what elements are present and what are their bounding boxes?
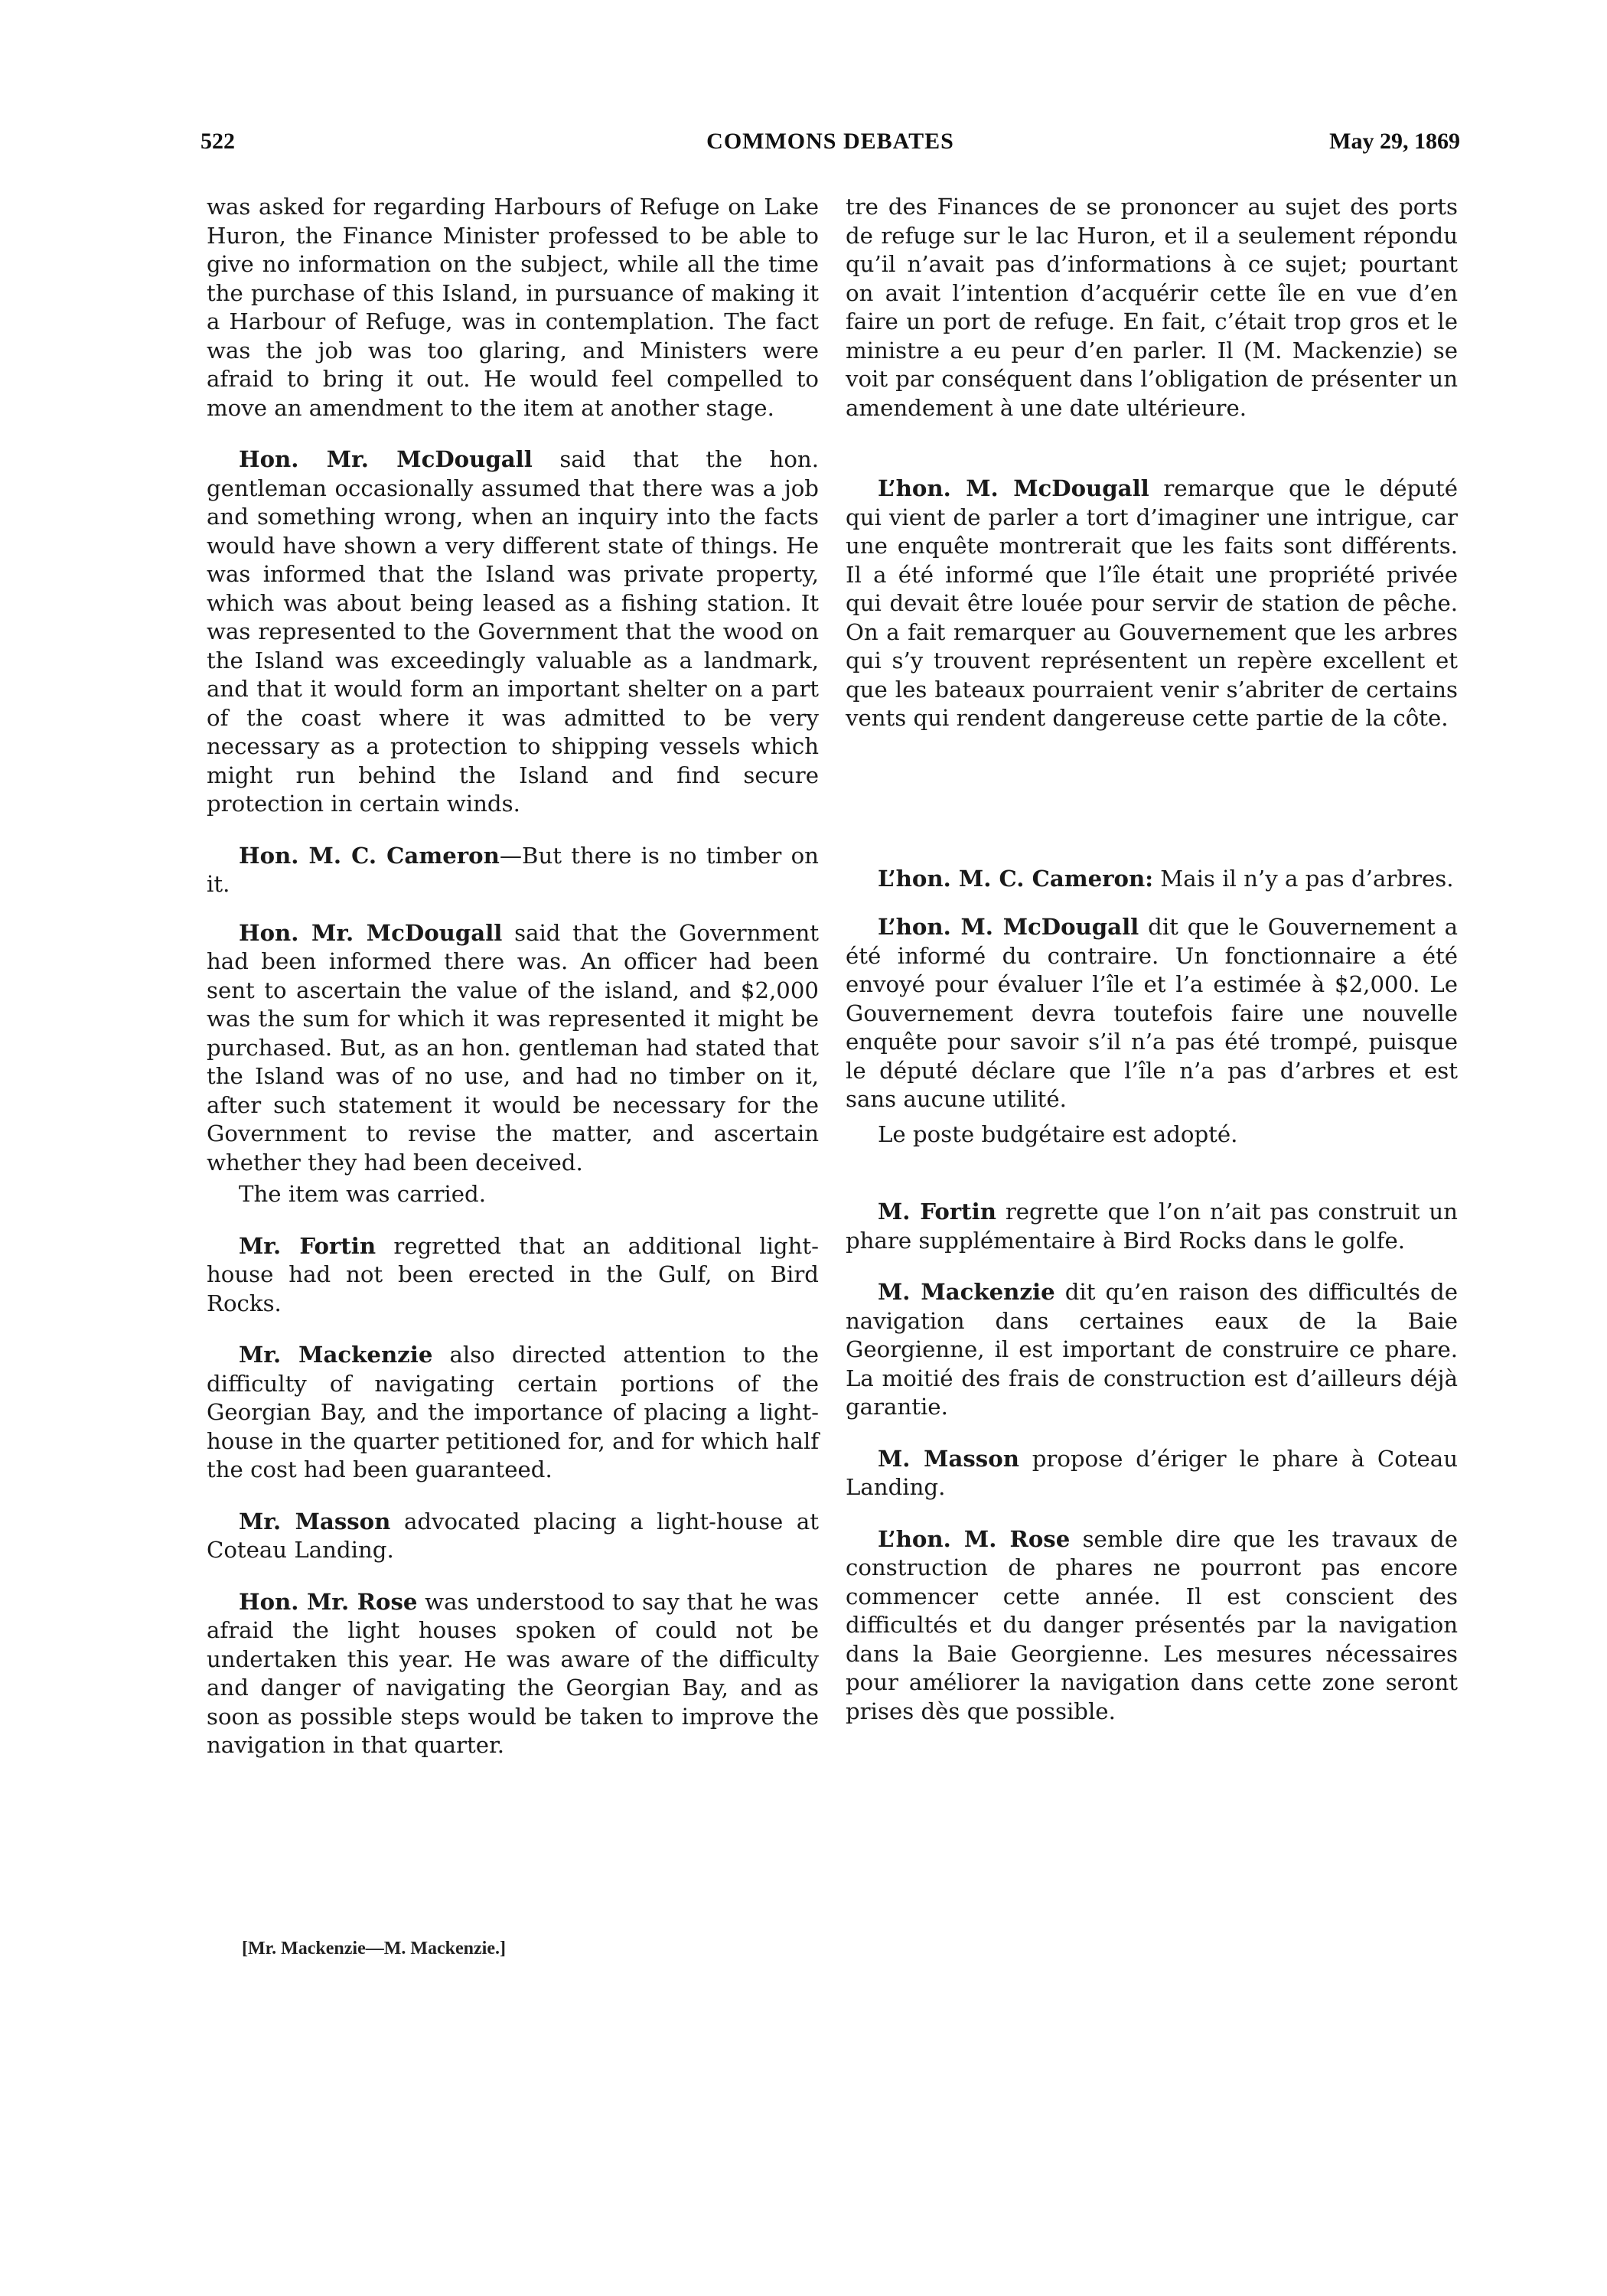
english-column <box>207 193 819 2030</box>
paragraph-text: was asked for regarding Harbours of Refuge on Lake Huron, the Finance Minister professed to be able to give no information on the subject, while all the time the purchase of this Island, in pursuance of making it a Harbour of Refuge, was in contemplation. The fact was the job was too glaring, and Ministers were afraid to bring it out. He would feel compelled to move an amendment to the item at another stage. <box>207 194 819 421</box>
speaker-name: Mr. Masson <box>239 1508 391 1534</box>
paragraph-text: semble dire que les travaux de construction de phares ne pourront pas encore commencer cette année. Il est conscient des difficultés et du danger présentés par la navigation dans la Baie Georgienne. Les mesures nécessaires pour améliorer la navigation dans cette zone seront prises dès que possible. <box>846 1525 1458 1724</box>
footnote: [Mr. Mackenzie—M. Mackenzie.] <box>242 1939 506 1958</box>
paragraph <box>846 475 1458 733</box>
paragraph <box>846 1278 1458 1422</box>
paragraph <box>207 842 819 899</box>
paragraph <box>207 445 819 819</box>
speaker-name: M. Mackenzie <box>878 1279 1055 1305</box>
speaker-name: M. Masson <box>878 1445 1019 1472</box>
paragraph-text: Le poste budgétaire est adopté. <box>878 1120 1238 1147</box>
sitting-date: May 29, 1869 <box>1329 129 1460 154</box>
paragraph <box>207 1180 819 1209</box>
paragraph-text: dit qu’en raison des difficultés de navigation dans certaines eaux de la Baie Georgienne, il est important de construire ce phare. La moitié des frais de construction est d’ailleurs déjà garantie. <box>846 1279 1459 1420</box>
speaker-name: L’hon. M. McDougall <box>878 914 1139 940</box>
speaker-name: Hon. M. C. Cameron <box>239 842 500 869</box>
paragraph <box>846 1198 1458 1255</box>
paragraph <box>846 865 1458 894</box>
speaker-name: L’hon. M. McDougall <box>878 475 1149 501</box>
paragraph <box>846 193 1458 422</box>
paragraph-text: —But there is no timber on it. <box>207 842 819 897</box>
speaker-name: Mr. Mackenzie <box>239 1342 433 1368</box>
paragraph <box>846 1525 1458 1727</box>
paragraph <box>207 1232 819 1319</box>
paragraph-text: said that the hon. gentleman occasionally assumed that there was a job and something wrong, when an inquiry into the facts would have shown a very different state of things. He was informed that the Island was private property, which was about being leased as a fishing station. It was represented to the Government that the wood on the Island was exceedingly valuable as a landmark, and that it would form an important shelter on a part of the coast where it was admitted to be very necessary as a protection to shipping vessels which might run behind the Island and find secure protection in certain winds. <box>207 446 819 817</box>
paragraph-text: advocated placing a light-house at Coteau Landing. <box>207 1508 820 1563</box>
paragraph-text: tre des Finances de se prononcer au sujet des ports de refuge sur le lac Huron, et il a seulement répondu qu’il n’avait pas d’informations à ce sujet; pourtant on avait l’intention d’acquérir cette île en vue d’en faire un port de refuge. En fait, c’était trop gros et le ministre a eu peur d’en parler. Il (M. Mackenzie) se voit par conséquent dans l’obligation de présenter un amendement à une date ultérieure. <box>846 194 1458 421</box>
speaker-name: L’hon. M. Rose <box>878 1525 1071 1552</box>
page-header <box>200 129 1460 162</box>
paragraph <box>846 913 1458 1114</box>
speaker-name: Mr. Fortin <box>239 1232 376 1259</box>
paragraph-text: regrette que l’on n’ait pas construit un phare supplémentaire à Bird Rocks dans le golfe. <box>846 1199 1458 1254</box>
paragraph <box>207 1341 819 1485</box>
paragraph <box>207 919 819 1178</box>
paragraph-text: The item was carried. <box>239 1181 486 1207</box>
paragraph <box>846 1120 1458 1150</box>
paragraph-text: dit que le Gouvernement a été informé du contraire. Un fonctionnaire a été envoyé pour évaluer l’île et l’a estimée à $2,000. Le Gouvernement devra toutefois faire une nouvelle enquête pour savoir s’il n’a pas été trompé, puisque le député déclare que l’île n’a pas d’arbres et est sans aucune utilité. <box>846 914 1459 1112</box>
paragraph <box>207 193 819 422</box>
page-number: 522 <box>200 129 235 154</box>
paragraph <box>846 1445 1458 1502</box>
speaker-name: Hon. Mr. McDougall <box>239 446 533 472</box>
paragraph-text: remarque que le député qui vient de parler a tort d’imaginer une intrigue, car une enquête montrerait que les faits sont différents. Il a été informé que l’île était une propriété privée qui devait être louée pour servir de station de pêche. On a fait remarquer au Gouvernement que les arbres qui s’y trouvent représentent un repère excellent et que les bateaux pourraient venir s’abriter de certains vents qui rendent dangereuse cette partie de la côte. <box>846 475 1458 731</box>
speaker-name: L’hon. M. C. Cameron: <box>878 865 1154 892</box>
paragraph <box>207 1588 819 1760</box>
speaker-name: Hon. Mr. Rose <box>239 1588 418 1615</box>
paragraph-text: regretted that an additional light-house had not been erected in the Gulf, on Bird Rocks. <box>207 1232 819 1316</box>
publication-title: COMMONS DEBATES <box>706 129 954 154</box>
french-column <box>846 193 1458 2030</box>
paragraph <box>207 1508 819 1565</box>
speaker-name: Hon. Mr. McDougall <box>239 919 503 946</box>
paragraph-text: was understood to say that he was afraid the light houses spoken of could not be undertaken this year. He was aware of the difficulty and danger of navigating the Georgian Bay, and as soon as possible steps would be taken to improve the navigation in that quarter. <box>207 1588 819 1758</box>
paragraph-text: propose d’ériger le phare à Coteau Landing. <box>846 1445 1459 1500</box>
paragraph-text: also directed attention to the difficulty of navigating certain portions of the Georgian Bay, and the importance of placing a light-house in the quarter petitioned for, and for which half the cost had been guaranteed. <box>207 1342 819 1482</box>
paragraph-text: said that the Government had been informed there was. An officer had been sent to ascertain the value of the island, and $2,000 was the sum for which it was represented it might be purchased. But, as an hon. gentleman had stated that the Island was of no use, and had no timber on it, after such statement it would be necessary for the Government to revise the matter, and ascertain whether they had been deceived. <box>207 919 819 1176</box>
speaker-name: M. Fortin <box>878 1199 996 1225</box>
paragraph-text: Mais il n’y a pas d’arbres. <box>1153 865 1454 892</box>
